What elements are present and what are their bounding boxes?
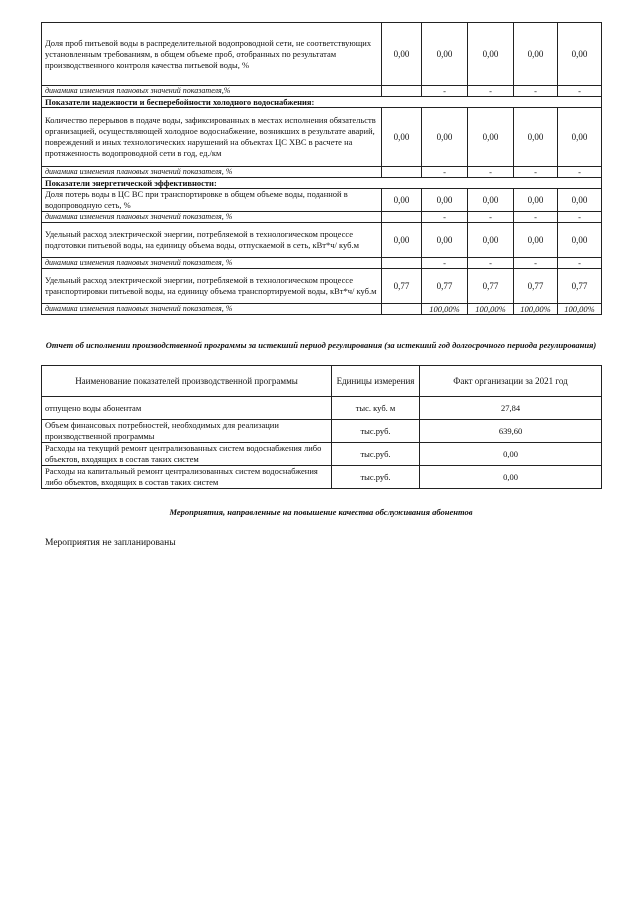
cell-value: - [558, 86, 602, 97]
row-label: Доля проб питьевой воды в распределительной водопроводной сети, не соответствующих установленным требованиям, в общем объеме проб, отобранных по результатам производственного контроля качества питьевой воды, % [42, 23, 382, 86]
cell-value: - [514, 167, 558, 178]
row-label: динамика изменения плановых значений показателя,% [42, 86, 382, 97]
cell-value: 0,77 [422, 269, 468, 304]
cell-value: - [558, 258, 602, 269]
cell-value: - [422, 212, 468, 223]
cell-value: - [422, 167, 468, 178]
row-label: Удельный расход электрической энергии, потребляемой в технологическом процессе транспортировки питьевой воды, на единицу объема транспортируемой воды, кВт*ч/ куб.м [42, 269, 382, 304]
table-row [42, 397, 602, 420]
row-label: динамика изменения плановых значений показателя, % [42, 304, 382, 315]
cell-value: - [558, 167, 602, 178]
cell-value: 100,00% [558, 304, 602, 315]
cell-value: 0,00 [468, 189, 514, 212]
cell-value: 0,00 [468, 223, 514, 258]
cell-value [382, 86, 422, 97]
row-label: Удельный расход электрической энергии, потребляемой в технологическом процессе подготовки питьевой воды, на единицу объема воды, отпускаемой в сеть, кВт*ч/ куб.м [42, 223, 382, 258]
cell-value [382, 304, 422, 315]
table-row [42, 223, 602, 258]
table-header-row [42, 366, 602, 397]
cell-value: - [558, 212, 602, 223]
unit: тыс.руб. [332, 443, 420, 466]
section-header-row [42, 178, 602, 189]
cell-value: 0,00 [382, 108, 422, 167]
section-reliability-title: Показатели надежности и бесперебойности холодного водоснабжения: [42, 97, 602, 108]
table-row [42, 212, 602, 223]
column-header: Единицы измерения [332, 366, 420, 397]
fact-value: 639,60 [420, 420, 602, 443]
cell-value: 0,00 [558, 108, 602, 167]
cell-value: 100,00% [514, 304, 558, 315]
cell-value: - [422, 258, 468, 269]
cell-value: 0,00 [422, 108, 468, 167]
cell-value [382, 167, 422, 178]
table-row [42, 466, 602, 489]
measures-note: Мероприятия не запланированы [45, 538, 176, 548]
section-header-row [42, 97, 602, 108]
table-row [42, 269, 602, 304]
report-table [41, 365, 602, 489]
table-row [42, 304, 602, 315]
table-row [42, 108, 602, 167]
cell-value: 100,00% [422, 304, 468, 315]
cell-value: 0,00 [382, 189, 422, 212]
indicator-name: Расходы на текущий ремонт централизованных систем водоснабжения либо объектов, входящих в состав таких систем [42, 443, 332, 466]
measures-title: Мероприятия, направленные на повышение качества обслуживания абонентов [169, 507, 473, 517]
row-label: динамика изменения плановых значений показателя, % [42, 212, 382, 223]
cell-value: 0,00 [558, 189, 602, 212]
indicator-name: отпущено воды абонентам [42, 397, 332, 420]
fact-value: 0,00 [420, 443, 602, 466]
cell-value: 0,77 [514, 269, 558, 304]
cell-value: 0,00 [514, 108, 558, 167]
table-row [42, 167, 602, 178]
cell-value: 100,00% [468, 304, 514, 315]
unit: тыс.руб. [332, 420, 420, 443]
cell-value: 0,00 [514, 189, 558, 212]
cell-value: - [468, 167, 514, 178]
section-energy-title: Показатели энергетической эффективности: [42, 178, 602, 189]
cell-value [382, 258, 422, 269]
cell-value: 0,00 [422, 189, 468, 212]
cell-value: 0,77 [382, 269, 422, 304]
report-title: Отчет об исполнении производственной программы за истекший период регулирования (за истекший год долгосрочного периода регулирования) [45, 340, 597, 350]
unit: тыс.руб. [332, 466, 420, 489]
cell-value: - [468, 212, 514, 223]
cell-value: - [468, 86, 514, 97]
indicator-name: Расходы на капитальный ремонт централизованных систем водоснабжения либо объектов, входящих в состав таких систем [42, 466, 332, 489]
cell-value: 0,00 [468, 23, 514, 86]
cell-value: 0,00 [514, 223, 558, 258]
cell-value: 0,00 [382, 223, 422, 258]
row-label: динамика изменения плановых значений показателя, % [42, 258, 382, 269]
row-label: Доля потерь воды в ЦС ВС при транспортировке в общем объеме воды, поданной в водопроводную сеть, % [42, 189, 382, 212]
cell-value: 0,00 [558, 223, 602, 258]
indicator-name: Объем финансовых потребностей, необходимых для реализации производственной программы [42, 420, 332, 443]
cell-value: 0,77 [468, 269, 514, 304]
column-header: Наименование показателей производственной программы [42, 366, 332, 397]
table-row [42, 258, 602, 269]
cell-value [382, 212, 422, 223]
unit: тыс. куб. м [332, 397, 420, 420]
cell-value: 0,00 [422, 223, 468, 258]
fact-value: 0,00 [420, 466, 602, 489]
column-header: Факт организации за 2021 год [420, 366, 602, 397]
cell-value: 0,00 [422, 23, 468, 86]
row-label: Количество перерывов в подаче воды, зафиксированных в местах исполнения обязательств организацией, осуществляющей холодное водоснабжение, возникших в результате аварий, повреждений и иных технологических нарушений на объектах ЦС ХВС в расчете на протяженность водопроводной сети в год, ед./км [42, 108, 382, 167]
cell-value: - [514, 212, 558, 223]
cell-value: 0,00 [514, 23, 558, 86]
cell-value: 0,00 [558, 23, 602, 86]
table-row [42, 23, 602, 86]
cell-value: - [514, 86, 558, 97]
table-row [42, 189, 602, 212]
cell-value: - [468, 258, 514, 269]
cell-value: 0,77 [558, 269, 602, 304]
cell-value: 0,00 [468, 108, 514, 167]
indicators-table [41, 22, 602, 315]
cell-value: 0,00 [382, 23, 422, 86]
table-row [42, 443, 602, 466]
table-row [42, 420, 602, 443]
cell-value: - [514, 258, 558, 269]
fact-value: 27,84 [420, 397, 602, 420]
row-label: динамика изменения плановых значений показателя, % [42, 167, 382, 178]
table-row [42, 86, 602, 97]
cell-value: - [422, 86, 468, 97]
